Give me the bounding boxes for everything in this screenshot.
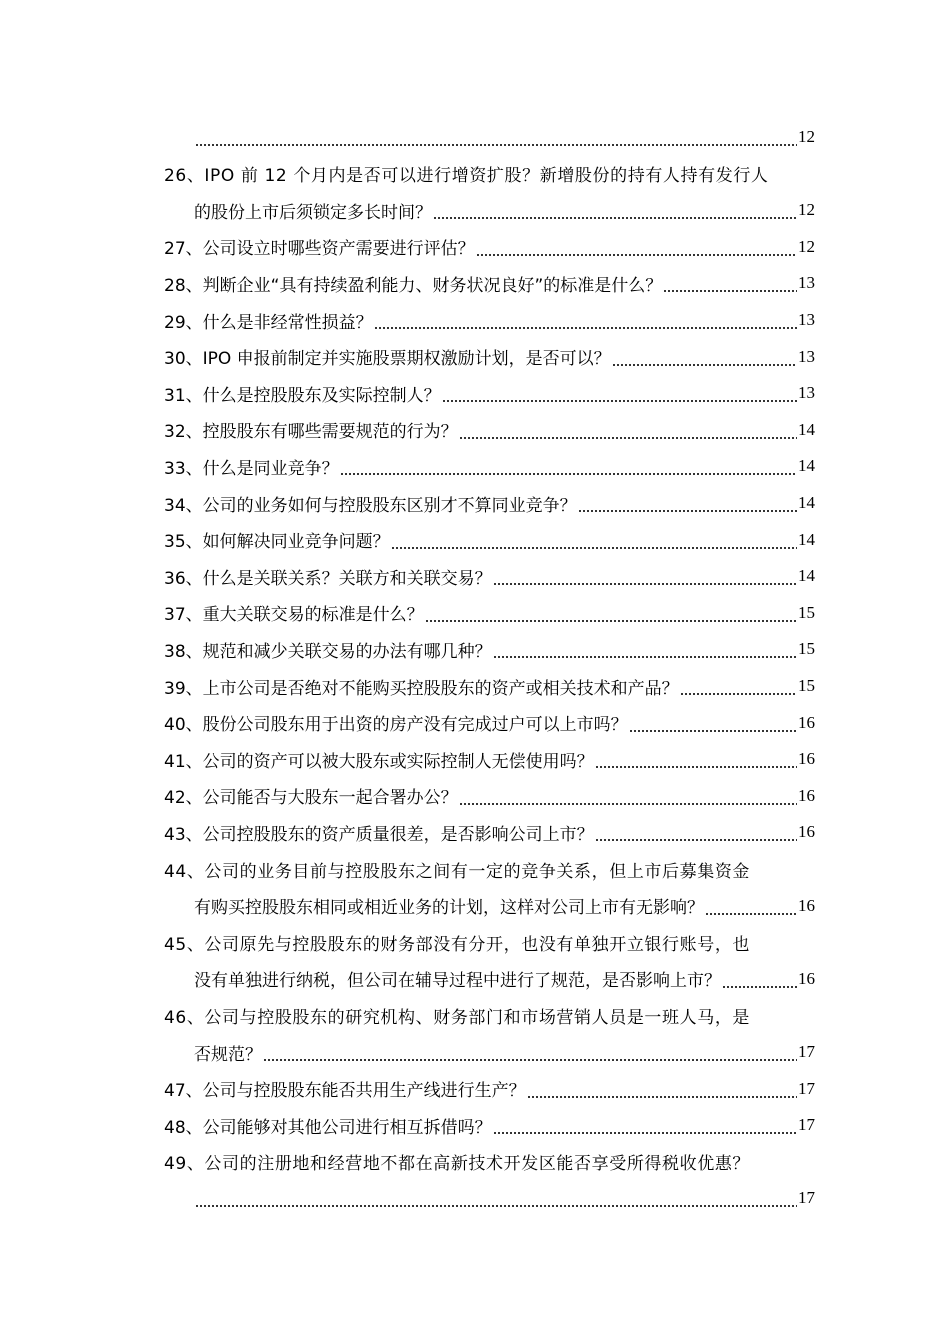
toc-entry-title: 41、公司的资产可以被大股东或实际控制人无偿使用吗？ [164,751,594,772]
toc-page-number: 13 [798,383,815,403]
toc-entry[interactable] [0,741,950,777]
toc-entry-title: 29、什么是非经常性损益？ [164,312,373,333]
dot-leader [527,1081,797,1101]
toc-entry[interactable] [0,485,950,521]
toc-entry[interactable] [0,814,950,850]
toc-entry[interactable] [0,119,950,155]
dot-leader [680,678,797,698]
dot-leader [595,751,797,771]
toc-entry[interactable] [0,156,950,192]
dot-leader [595,824,797,844]
toc-page-number: 17 [798,1078,815,1098]
toc-page-number: 14 [798,456,815,476]
toc-entry-title: 48、公司能够对其他公司进行相互拆借吗？ [164,1117,492,1138]
dot-leader [493,568,797,588]
toc-entry-title: 36、什么是关联关系？关联方和关联交易？ [164,568,492,589]
dot-leader [722,971,797,991]
toc-entry-title: 44、公司的业务目前与控股股东之间有一定的竞争关系，但上市后募集资金 [164,861,751,882]
dot-leader [705,898,797,918]
dot-leader [433,202,797,222]
toc-entry-title: 47、公司与控股股东能否共用生产线进行生产？ [164,1081,526,1102]
toc-entry-title: 有购买控股股东相同或相近业务的计划，这样对公司上市有无影响？ [194,898,704,919]
toc-page-number: 13 [798,273,815,293]
toc-page-number: 14 [798,419,815,439]
toc-page-number: 14 [798,566,815,586]
toc-entry[interactable] [0,997,950,1033]
toc-entry-title: 38、规范和减少关联交易的办法有哪几种？ [164,641,492,662]
toc-entry[interactable] [0,375,950,411]
toc-entry-title: 30、IPO 申报前制定并实施股票期权激励计划，是否可以？ [164,349,611,370]
toc-entry-title: 40、股份公司股东用于出资的房产没有完成过户可以上市吗？ [164,715,628,736]
dot-leader [374,312,797,332]
dot-leader [195,1190,797,1210]
toc-entry-title: 45、公司原先与控股股东的财务部没有分开，也没有单独开立银行账号，也 [164,934,751,955]
dot-leader [663,275,797,295]
toc-entry-title: 28、判断企业“具有持续盈利能力、财务状况良好”的标准是什么？ [164,275,663,296]
toc-entry[interactable] [0,302,950,338]
dot-leader [476,239,797,259]
dot-leader [391,532,797,552]
dot-leader [493,641,797,661]
toc-page-number: 15 [798,639,815,659]
toc-page-number: 13 [798,310,815,329]
toc-entry[interactable] [0,668,950,704]
toc-entry[interactable] [0,961,950,997]
toc-entry-title: 42、公司能否与大股东一起合署办公？ [164,788,458,809]
toc-page-number: 17 [798,1188,815,1208]
toc-page-number: 14 [798,493,815,512]
toc-entry[interactable] [0,924,950,960]
toc-entry[interactable] [0,851,950,887]
dot-leader [195,129,797,149]
toc-page-number: 17 [798,1115,815,1135]
dot-leader [629,715,797,735]
dot-leader [263,1044,797,1064]
toc-entry[interactable] [0,412,950,448]
dot-leader [340,458,797,478]
toc-entry-title: 否规范？ [194,1044,262,1065]
toc-entry-title: 39、上市公司是否绝对不能购买控股股东的资产或相关技术和产品？ [164,678,679,699]
toc-entry-title: 27、公司设立时哪些资产需要进行评估？ [164,239,475,260]
dot-leader [612,349,797,369]
toc-entry-title: 49、公司的注册地和经营地不都在高新技术开发区能否享受所得税收优惠？ [164,1154,751,1175]
toc-page-number: 16 [798,822,815,842]
toc-page-number: 16 [798,785,815,805]
toc-page-number: 12 [798,200,815,220]
toc-entry-title: 32、控股股东有哪些需要规范的行为？ [164,422,458,443]
toc-page-number: 16 [798,749,815,769]
dot-leader [459,422,797,442]
toc-entry-title: 没有单独进行纳税，但公司在辅导过程中进行了规范，是否影响上市？ [194,971,721,992]
toc-entry-title: 31、什么是控股股东及实际控制人？ [164,385,441,406]
toc-page-number: 15 [798,676,815,695]
dot-leader [425,605,797,625]
dot-leader [442,385,797,405]
toc-entry[interactable] [0,888,950,924]
toc-entry[interactable] [0,522,950,558]
toc-entry-title: 33、什么是同业竞争？ [164,458,339,479]
toc-page-number: 13 [798,346,815,366]
toc-page-number: 12 [798,127,815,146]
toc-page-number: 15 [798,602,815,622]
toc-entry-title: 37、重大关联交易的标准是什么？ [164,605,424,626]
toc-page-number: 17 [798,1042,815,1061]
toc-page-number: 16 [798,895,815,915]
toc-entry[interactable] [0,448,950,484]
dot-leader [578,495,797,515]
toc-entry-title: 43、公司控股股东的资产质量很差，是否影响公司上市？ [164,824,594,845]
toc-entry[interactable] [0,558,950,594]
toc-page-number: 16 [798,712,815,732]
toc-entry[interactable] [0,778,950,814]
toc-entry[interactable] [0,265,950,301]
toc-entry-title: 26、IPO 前 12 个月内是否可以进行增资扩股？新增股份的持有人持有发行人 [164,166,769,187]
toc-entry[interactable] [0,1107,950,1143]
toc-entry[interactable] [0,192,950,228]
toc-page-number: 14 [798,529,815,549]
toc-entry[interactable] [0,1144,950,1180]
toc-entry[interactable] [0,705,950,741]
toc-entry[interactable] [0,595,950,631]
dot-leader [459,788,797,808]
toc-entry[interactable] [0,1180,950,1216]
toc-entry[interactable] [0,229,950,265]
toc-entry[interactable] [0,631,950,667]
toc-page-number: 12 [798,236,815,256]
toc-entry[interactable] [0,339,950,375]
toc-page-number: 16 [798,968,815,988]
toc-entry[interactable] [0,1034,950,1070]
toc-entry-title: 35、如何解决同业竞争问题？ [164,532,390,553]
toc-entry-title: 46、公司与控股股东的研究机构、财务部门和市场营销人员是一班人马，是 [164,1007,751,1028]
dot-leader [493,1117,797,1137]
toc-entry-title: 34、公司的业务如何与控股股东区别才不算同业竞争？ [164,495,577,516]
toc-entry-title: 的股份上市后须锁定多长时间？ [194,202,432,223]
toc-entry[interactable] [0,1071,950,1107]
